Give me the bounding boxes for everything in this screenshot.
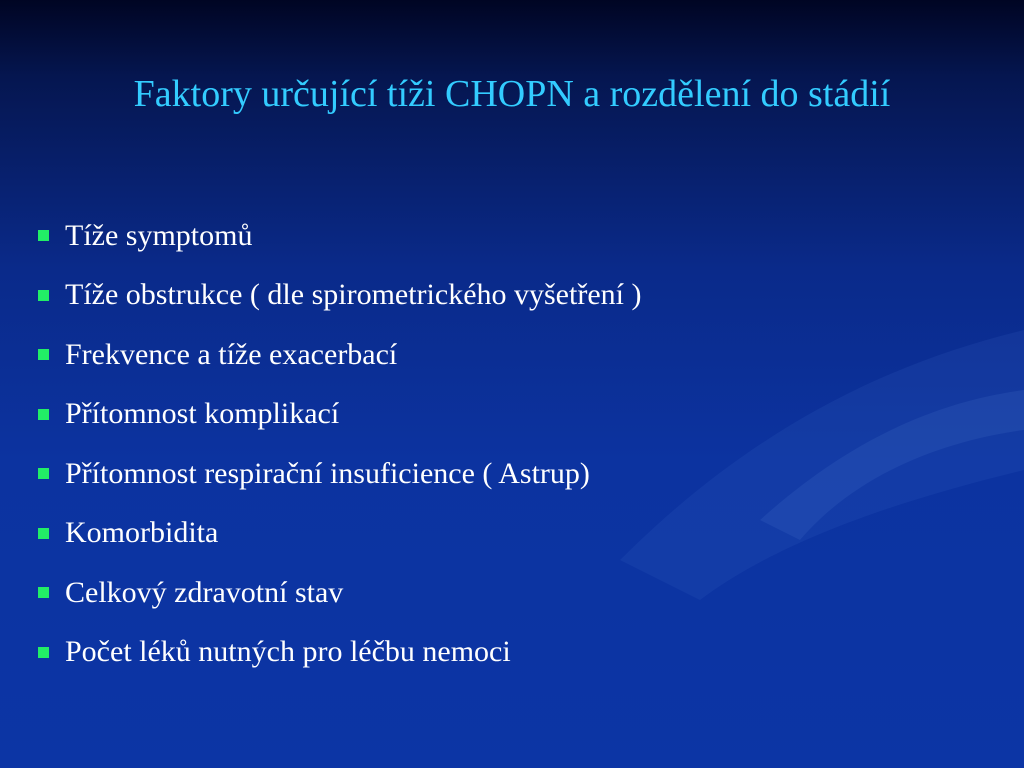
square-bullet-icon bbox=[38, 587, 49, 598]
bullet-text: Tíže obstrukce ( dle spirometrického vyšetření ) bbox=[65, 278, 642, 312]
slide-title: Faktory určující tíži CHOPN a rozdělení do stádií bbox=[133, 73, 891, 115]
bullet-item bbox=[38, 385, 641, 445]
bullet-list bbox=[38, 206, 641, 682]
bullet-item bbox=[38, 206, 641, 266]
square-bullet-icon bbox=[38, 647, 49, 658]
bullet-item bbox=[38, 504, 641, 564]
bullet-item bbox=[38, 623, 641, 683]
square-bullet-icon bbox=[38, 349, 49, 360]
bullet-text: Komorbidita bbox=[65, 516, 219, 550]
bullet-text: Přítomnost komplikací bbox=[65, 397, 340, 431]
square-bullet-icon bbox=[38, 468, 49, 479]
square-bullet-icon bbox=[38, 528, 49, 539]
bullet-item bbox=[38, 444, 641, 504]
square-bullet-icon bbox=[38, 290, 49, 301]
bullet-item bbox=[38, 563, 641, 623]
bullet-text: Celkový zdravotní stav bbox=[65, 575, 344, 609]
square-bullet-icon bbox=[38, 230, 49, 241]
bullet-text: Frekvence a tíže exacerbací bbox=[65, 337, 398, 371]
bullet-text: Tíže symptomů bbox=[65, 218, 253, 252]
square-bullet-icon bbox=[38, 409, 49, 420]
bullet-item bbox=[38, 325, 641, 385]
bullet-text: Přítomnost respirační insuficience ( Astrup) bbox=[65, 456, 590, 490]
bullet-item bbox=[38, 266, 641, 326]
bullet-text: Počet léků nutných pro léčbu nemoci bbox=[65, 635, 511, 669]
